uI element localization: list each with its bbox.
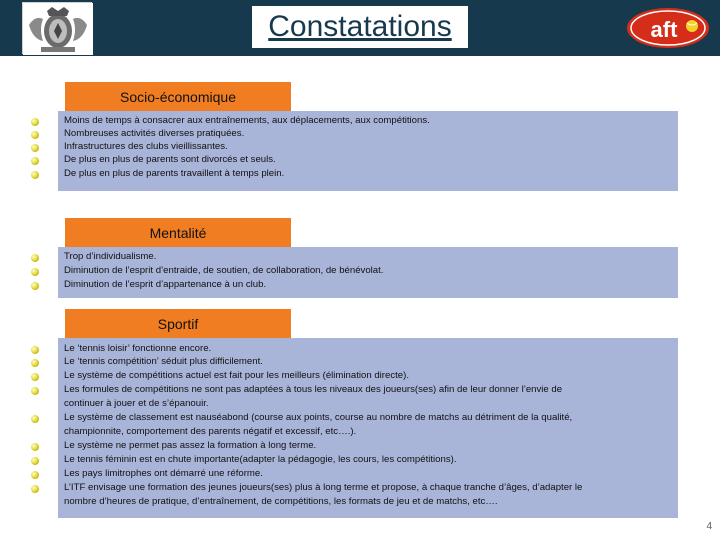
bullet-icon	[31, 415, 39, 423]
crest-logo	[22, 2, 92, 54]
bullet-icon	[31, 471, 39, 479]
bullet-icon	[31, 443, 39, 451]
list-item: Diminution de l’esprit d’entraide, de soutien, de collaboration, de bénévolat.	[64, 265, 384, 276]
list-item-continuation: championnite, comportement des parents négatif et excessif, etc….).	[64, 426, 357, 437]
list-item: Infrastructures des clubs vieillissantes.	[64, 141, 228, 152]
bullet-icon	[31, 485, 39, 493]
bullet-icon	[31, 373, 39, 381]
list-item: Diminution de l’esprit d’appartenance à un club.	[64, 279, 267, 290]
bullet-icon	[31, 346, 39, 354]
list-item: De plus en plus de parents sont divorcés et seuls.	[64, 154, 276, 165]
bullet-icon	[31, 268, 39, 276]
list-item: De plus en plus de parents travaillent à temps plein.	[64, 168, 285, 179]
bullet-icon	[31, 118, 39, 126]
list-item: Le ‘tennis loisir’ fonctionne encore.	[64, 343, 212, 354]
list-item: Le tennis féminin est en chute importante(adapter la pédagogie, les cours, les compétitions).	[64, 454, 457, 465]
section-label-sportif: Sportif	[65, 309, 291, 339]
page-title: Constatations	[268, 10, 452, 43]
slide-header	[0, 0, 720, 56]
bullet-icon	[31, 457, 39, 465]
bullet-icon	[31, 387, 39, 395]
bullet-icon	[31, 131, 39, 139]
bullet-icon	[31, 144, 39, 152]
list-item: Le système ne permet pas assez la formation à long terme.	[64, 440, 317, 451]
bullet-icon	[31, 157, 39, 165]
page-number: 4	[706, 521, 712, 532]
section-label-mentalite: Mentalité	[65, 218, 291, 248]
list-item-continuation: continuer à jouer et de s’épanouir.	[64, 398, 209, 409]
list-item-continuation: nombre d’heures de pratique, d’entraînement, de compétitions, les formats de jeu et de matchs, etc….	[64, 496, 498, 507]
list-item: L’ITF envisage une formation des jeunes joueurs(ses) plus à long terme et propose, à chaque tranche d’âges, d’adapter le	[64, 482, 583, 493]
list-item: Nombreuses activités diverses pratiquées.	[64, 128, 245, 139]
list-item: Le ‘tennis compétition’ séduit plus difficilement.	[64, 356, 263, 367]
title-box	[252, 6, 468, 48]
list-item: Les formules de compétitions ne sont pas adaptées à tous les niveaux des joueurs(ses) afin de leur donner l’envie de	[64, 384, 563, 395]
list-item: Le système de classement est nauséabond (course aux points, course au nombre de matchs au détriment de la qualité,	[64, 412, 573, 423]
section-label-socio-economique: Socio-économique	[65, 82, 291, 112]
aft-logo-text: aft	[650, 17, 678, 42]
list-item: Moins de temps à consacrer aux entraînements, aux déplacements, aux compétitions.	[64, 115, 430, 126]
bullet-icon	[31, 359, 39, 367]
bullet-icon	[31, 282, 39, 290]
list-item: Le système de compétitions actuel est fait pour les meilleurs (élimination directe).	[64, 370, 409, 381]
aft-logo	[626, 7, 710, 49]
bullet-icon	[31, 171, 39, 179]
bullet-icon	[31, 254, 39, 262]
list-item: Trop d’individualisme.	[64, 251, 157, 262]
list-item: Les pays limitrophes ont démarré une réforme.	[64, 468, 263, 479]
